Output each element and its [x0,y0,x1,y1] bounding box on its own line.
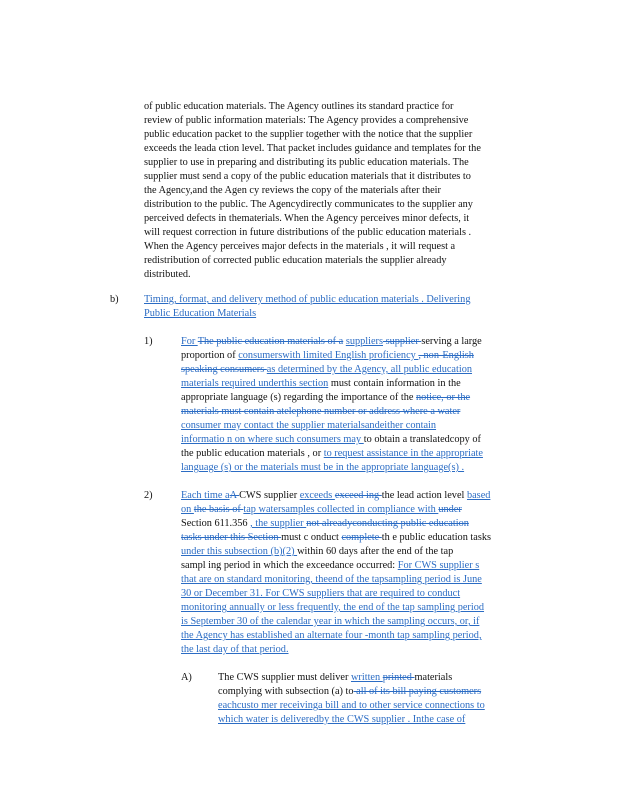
text-line: of public education materials. The Agency outlines its standard practice for [144,101,454,112]
text-line [181,461,483,475]
inserted-text: that are on standard monitoring, theend of the tapsampling period is June [181,574,482,585]
inserted-text: materials required underthis section [181,378,329,389]
body-text: sampl ing period in which the exceedance occurred: [181,560,398,571]
inserted-text: monitoring annually or less frequently, the end of the tap sampling period [181,602,485,613]
inserted-text: as determined by the Agency, all public education [266,364,473,375]
text-line: the Agency,and the Agen cy reviews the copy of the materials after their [144,185,441,196]
inserted-text: based [466,490,491,501]
text-line: distributed. [144,269,191,280]
section-b-heading [144,293,470,321]
inserted-text: tap watersamples collected in compliance with [243,504,439,515]
text-line [218,671,485,685]
body-text: to obtain a translatedcopy of [363,434,481,445]
deleted-text: exceed ing [334,490,382,501]
text-line [218,699,485,713]
text-line [181,629,491,643]
deleted-text: all of its bill paying customers [353,686,482,697]
inserted-text: informatio n on where such consumers may [181,434,364,445]
body-text: materials [414,672,453,683]
deleted-text: the basis of [193,504,244,515]
text-line [181,391,483,405]
body-text: , or [307,448,324,459]
body-text: proportion of [181,350,239,361]
text-line: will request correction in future distributions of the public education materials . [144,227,472,238]
text-line: redistribution of corrected public education materials the supplier already [144,255,447,266]
text-line [181,615,491,629]
body-text: complying with subsection (a) to [218,686,354,697]
text-line: exceeds the leada ction level. That packet includes guidance and templates for the [144,143,481,154]
deleted-text: complete [341,532,382,543]
text-line [181,405,483,419]
deleted-text: A [229,490,240,501]
text-line [181,601,491,615]
text-line [181,447,483,461]
text-line [181,559,491,573]
inserted-text: , the supplier [250,518,307,529]
text-line: Timing, format, and delivery method of public education materials . Delivering [144,294,471,305]
item-1-marker: 1) [144,336,153,347]
section-b-marker: b) [110,294,119,305]
inserted-text: under this subsection (b)(2) [181,546,298,557]
text-line [181,587,491,601]
text-line [181,531,491,545]
inserted-text: which water is deliveredby the CWS supplier . Inthe case of [218,714,466,725]
inserted-text: suppliers [345,336,383,347]
inserted-text: 30 or December 31. For CWS suppliers that are required to conduct [181,588,461,599]
text-line [181,335,483,349]
deleted-text: supplier [383,336,422,347]
inserted-text: to request assistance in the appropriate [323,448,483,459]
inserted-text: written [350,672,383,683]
body-text: serving a large [421,336,482,347]
inserted-text: consumer may contact the supplier [181,420,328,431]
inserted-text: For [181,336,198,347]
item-2-marker: 2) [144,490,153,501]
body-text: CWS supplier [239,490,300,501]
text-line: When the Agency perceives major defects in the materials , it will request a [144,241,456,252]
text-line: perceived defects in thematerials. When the Agency perceives minor defects, it [144,213,470,224]
deleted-text: not alreadyconducting public education [306,518,469,529]
text-line: review of public information materials: The Agency provides a comprehensive [144,115,469,126]
intro-paragraph [144,100,481,282]
item-1-paragraph [181,335,483,475]
inserted-text: eachcusto mer receivinga bill and to other service connections to [218,700,485,711]
text-line [181,545,491,559]
body-text: within 60 days after the end of the tap [297,546,454,557]
deleted-text: printed [382,672,415,683]
text-line: Public Education Materials [144,308,257,319]
text-line [181,377,483,391]
text-line [181,573,491,587]
deleted-text: , non-English [418,350,474,361]
text-line [181,643,491,657]
body-text: must c onduct [281,532,342,543]
inserted-text: the Agency has established an alternate four -month tap sampling period, [181,630,482,641]
text-line [181,419,483,433]
deleted-text: materials must contain atelephone number or address where a water [181,406,461,417]
deleted-text: under [438,504,462,515]
body-text: The CWS supplier must deliver [218,672,351,683]
item-a-paragraph [218,671,485,727]
deleted-text: The public education materials of a [197,336,344,347]
item-2-paragraph [181,489,491,657]
text-line [218,685,485,699]
inserted-text: is September 30 of the calendar year in which the sampling occurs, or, if [181,616,480,627]
text-line [181,489,491,503]
inserted-text: materialsandeither contain [327,420,437,431]
inserted-text: the last day of that period. [181,644,289,655]
body-text: Section 611.356 [181,518,251,529]
text-line [181,503,491,517]
inserted-text: Each time a [181,490,230,501]
item-a-marker: A) [181,672,192,683]
text-line [181,349,483,363]
inserted-text: consumerswith limited English proficiency [238,350,419,361]
body-text: th e public education tasks [381,532,492,543]
inserted-text: For CWS supplier s [397,560,480,571]
inserted-text: (s) or the materials must be in the appropriate language(s) . [220,462,465,473]
body-text: appropriate language (s) regarding the importance of the [181,392,417,403]
inserted-text: on [181,504,194,515]
deleted-text: notice, or the [416,392,471,403]
text-line: supplier must send a copy of the public education materials that it distributes to [144,171,471,182]
body-text: must contain information in the [328,378,461,389]
text-line: supplier to use in preparing and distributing its public education materials. The [144,157,469,168]
text-line: public education packet to the supplier together with the notice that the supplier [144,129,473,140]
deleted-text: speaking consumers [181,364,267,375]
body-text: the lead action level [381,490,467,501]
body-text: the public education materials [181,448,308,459]
deleted-text: tasks under this Section [181,532,282,543]
text-line [181,363,483,377]
text-line [181,433,483,447]
inserted-text: language [181,462,221,473]
text-line: distribution to the public. The Agencydirectly communicates to the supplier any [144,199,473,210]
inserted-text: exceeds [299,490,335,501]
text-line [181,517,491,531]
text-line [218,713,485,727]
